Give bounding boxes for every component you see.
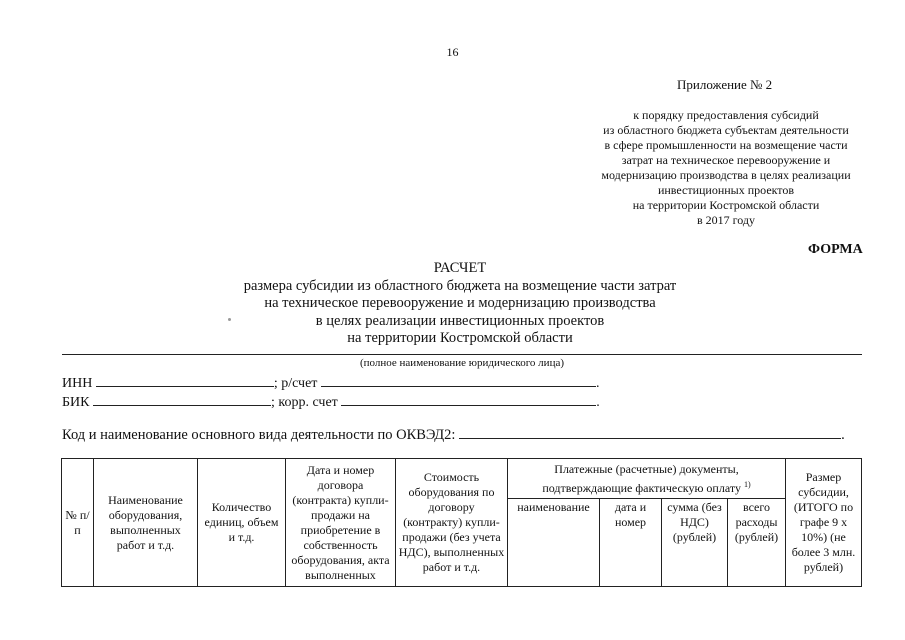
- account-blank[interactable]: [321, 372, 596, 387]
- col-header-name: Наименование оборудования, выполненных работ и т.д.: [94, 459, 198, 587]
- col-header-contract: Дата и номер договора (контракта) купли-продажи на приобретение в собственность оборудования, акта выполненных: [286, 459, 396, 587]
- appendix-note-line: затрат на техническое перевооружение и: [621, 153, 831, 167]
- appendix-note-line: в сфере промышленности на возмещение части: [604, 138, 848, 152]
- payment-documents-label: Платежные (расчетные) документы, подтверждающие фактическую оплату: [542, 461, 741, 495]
- subcol-header-doc-date: дата и номер: [600, 499, 662, 587]
- inn-row: [62, 372, 599, 392]
- appendix-note: [580, 108, 872, 228]
- title-heading: РАСЧЕТ: [433, 260, 487, 276]
- footnote-mark: 1): [743, 479, 751, 489]
- row-end: .: [596, 395, 600, 410]
- bik-blank[interactable]: [93, 391, 271, 406]
- row-end: .: [841, 427, 845, 443]
- okved-label: Код и наименование основного вида деятельности по ОКВЭД2:: [62, 427, 456, 443]
- subcol-header-doc-name: наименование: [508, 499, 600, 587]
- corr-account-label: ; корр. счет: [271, 395, 338, 410]
- title-line: в целях реализации инвестиционных проектов: [315, 312, 605, 329]
- document-title: [150, 260, 770, 348]
- subcol-header-total: всего расходы (рублей): [728, 499, 786, 587]
- bik-label: БИК: [62, 395, 90, 410]
- inn-blank[interactable]: [96, 372, 274, 387]
- row-end: .: [595, 376, 600, 391]
- title-line: на техническое перевооружение и модернизацию производства: [264, 295, 656, 311]
- okved-row: [62, 424, 845, 444]
- form-label: ФОРМА: [808, 242, 863, 257]
- stray-mark: [228, 318, 231, 321]
- appendix-note-line: к порядку предоставления субсидий: [633, 108, 819, 122]
- col-header-number: № п/п: [62, 459, 94, 587]
- title-line: на территории Костромской области: [347, 330, 573, 346]
- calculation-table: [61, 458, 862, 587]
- corr-account-blank[interactable]: [341, 391, 596, 406]
- account-label: ; р/счет: [273, 376, 318, 391]
- col-header-subsidy: Размер субсидии, (ИТОГО по графе 9 x 10%) (не более 3 млн. рублей): [786, 459, 862, 587]
- page-number: 16: [446, 45, 459, 59]
- bik-row: [62, 391, 600, 411]
- appendix-title: Приложение № 2: [677, 77, 773, 92]
- title-line: размера субсидии из областного бюджета на возмещение части затрат: [243, 277, 677, 294]
- col-header-payment-documents: [508, 459, 786, 499]
- org-name-hint: (полное наименование юридического лица): [359, 357, 564, 369]
- col-header-quantity: Количество единиц, объем и т.д.: [198, 459, 286, 587]
- appendix-note-line: на территории Костромской области: [632, 198, 820, 212]
- col-header-cost: Стоимость оборудования по договору (контракту) купли-продажи (без учета НДС), выполненных работ и т.д.: [396, 459, 508, 587]
- org-name-line: [62, 354, 862, 355]
- appendix-note-line: модернизацию производства в целях реализации: [601, 168, 851, 182]
- inn-label: ИНН: [62, 376, 93, 391]
- appendix-note-line: из областного бюджета субъектам деятельности: [603, 123, 849, 137]
- appendix-note-line: в 2017 году: [696, 213, 756, 227]
- okved-blank[interactable]: [459, 424, 841, 439]
- appendix-note-line: инвестиционных проектов: [657, 183, 795, 197]
- subcol-header-sum: сумма (без НДС) (рублей): [662, 499, 728, 587]
